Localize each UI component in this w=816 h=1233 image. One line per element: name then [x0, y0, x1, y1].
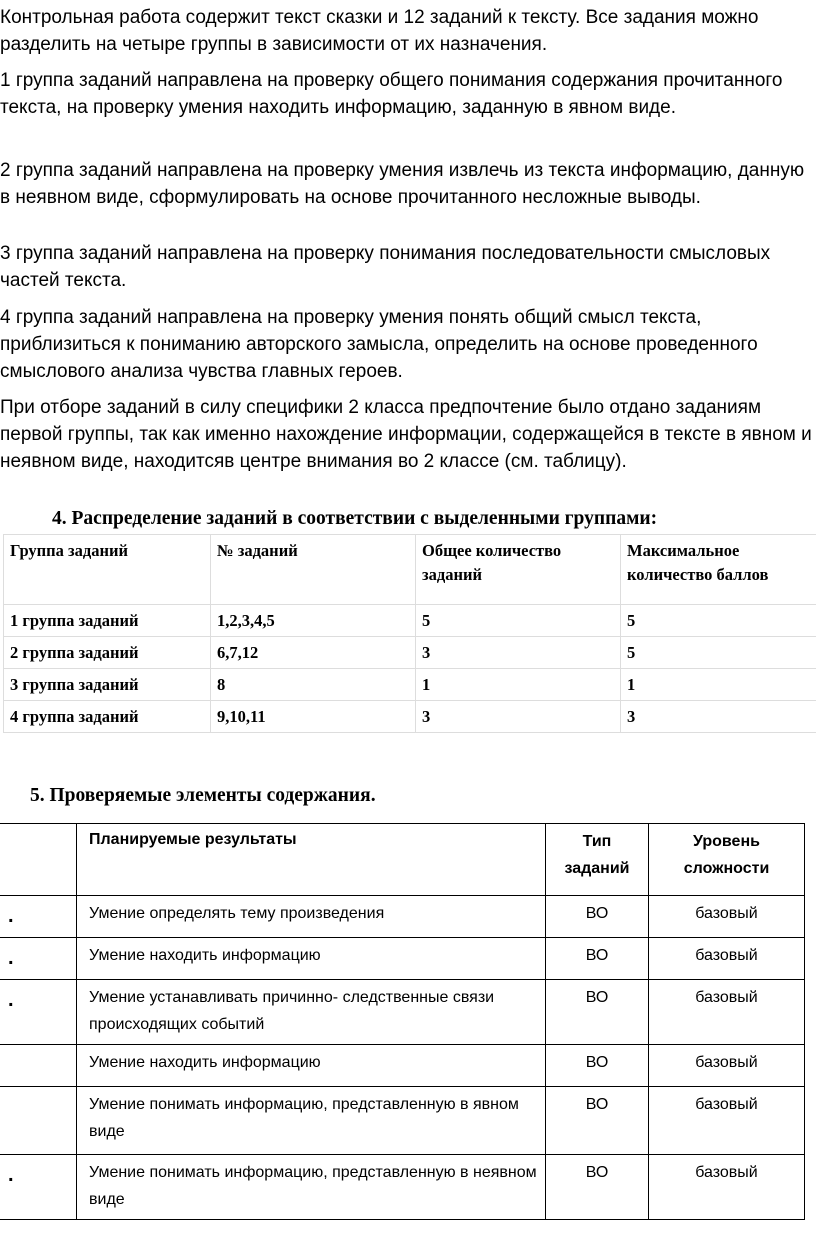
table-row: [0, 1087, 805, 1155]
header-cell: Планируемые результаты: [77, 824, 546, 896]
content-elements-table: [0, 823, 805, 1220]
header-cell: Уровень сложности: [649, 824, 805, 896]
header-cell: № заданий: [211, 535, 416, 605]
table-cell: ВО: [546, 1045, 649, 1087]
table-cell: 9,10,11: [211, 701, 416, 733]
table-cell: базовый: [649, 980, 805, 1045]
table-cell: 1: [621, 669, 816, 701]
header-cell: Максимальное количество баллов: [621, 535, 816, 605]
row-marker: [0, 1045, 77, 1087]
table-cell: ВО: [546, 896, 649, 938]
paragraph-group-3: 3 группа заданий направлена на проверку понимания последовательности смысловых частей текста.: [0, 243, 771, 291]
table-cell: базовый: [649, 1045, 805, 1087]
table-row: [0, 896, 805, 938]
task-distribution-table: [3, 534, 816, 733]
table-cell: 2 группа заданий: [4, 637, 211, 669]
paragraph-selection: При отборе заданий в силу специфики 2 класса предпочтение было отдано заданиям первой группы, так как именно нахождение информации, содержащейся в тексте в явном и неявном виде, находитсяв центре внимания во 2 классе (см. таблицу).: [0, 397, 812, 472]
table-cell: 5: [416, 605, 621, 637]
paragraph-group-2: 2 группа заданий направлена на проверку умения извлечь из текста информацию, данную в неявном виде, сформулировать на основе прочитанного несложные выводы.: [0, 160, 805, 208]
table-cell: Умение понимать информацию, представленную в явном виде: [77, 1087, 546, 1155]
table-cell: ВО: [546, 938, 649, 980]
table-cell: Умение устанавливать причинно- следственные связи происходящих событий: [77, 980, 546, 1045]
table-header-row: [4, 535, 816, 605]
row-marker: .: [0, 896, 77, 938]
table-cell: базовый: [649, 896, 805, 938]
row-marker: .: [0, 938, 77, 980]
section-4-heading: 4. Распределение заданий в соответствии с выделенными группами:: [52, 508, 658, 529]
table-row: [4, 701, 816, 733]
table-row: [4, 605, 816, 637]
table-cell: Умение находить информацию: [77, 1045, 546, 1087]
table-cell: 8: [211, 669, 416, 701]
table-cell: базовый: [649, 1087, 805, 1155]
table-cell: 5: [621, 605, 816, 637]
row-marker: [0, 1087, 77, 1155]
table-cell: 3: [621, 701, 816, 733]
section-5-heading: 5. Проверяемые элементы содержания.: [30, 785, 376, 806]
table-cell: 1,2,3,4,5: [211, 605, 416, 637]
table-cell: 3: [416, 637, 621, 669]
table-cell: 3: [416, 701, 621, 733]
paragraph-group-1: 1 группа заданий направлена на проверку общего понимания содержания прочитанного текста, на проверку умения находить информацию, заданную в явном виде.: [0, 70, 783, 118]
table-cell: ВО: [546, 980, 649, 1045]
table-cell: 1 группа заданий: [4, 605, 211, 637]
table-cell: 1: [416, 669, 621, 701]
table-cell: базовый: [649, 938, 805, 980]
table-row: [0, 1045, 805, 1087]
table-cell: Умение находить информацию: [77, 938, 546, 980]
table-cell: 4 группа заданий: [4, 701, 211, 733]
header-cell: [0, 824, 77, 896]
table-header-row: [0, 824, 805, 896]
paragraph-intro: Контрольная работа содержит текст сказки и 12 заданий к тексту. Все задания можно разделить на четыре группы в зависимости от их назначения.: [0, 7, 759, 55]
table-cell: 5: [621, 637, 816, 669]
table-cell: ВО: [546, 1087, 649, 1155]
table-cell: ВО: [546, 1155, 649, 1220]
paragraph-group-4: 4 группа заданий направлена на проверку умения понять общий смысл текста, приблизиться к пониманию авторского замысла, определить на основе проведенного смыслового анализа чувства главных героев.: [0, 307, 758, 382]
table-cell: Умение определять тему произведения: [77, 896, 546, 938]
header-cell: Группа заданий: [4, 535, 211, 605]
table-cell: 3 группа заданий: [4, 669, 211, 701]
table-cell: базовый: [649, 1155, 805, 1220]
table-row: [4, 669, 816, 701]
table-cell: 6,7,12: [211, 637, 416, 669]
table-cell: Умение понимать информацию, представленную в неявном виде: [77, 1155, 546, 1220]
table-row: [0, 938, 805, 980]
table-row: [0, 1155, 805, 1220]
table-row: [4, 637, 816, 669]
header-cell: Общее количество заданий: [416, 535, 621, 605]
row-marker: .: [0, 980, 77, 1045]
table-row: [0, 980, 805, 1045]
row-marker: .: [0, 1155, 77, 1220]
header-cell: Тип заданий: [546, 824, 649, 896]
